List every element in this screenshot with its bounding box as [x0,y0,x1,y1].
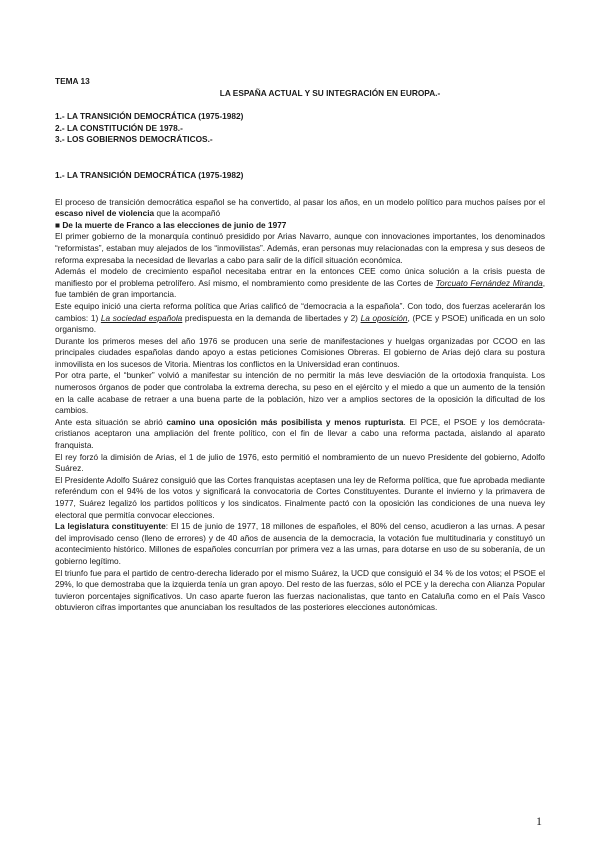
intro-text: El proceso de transición democrática español se ha convertido, al pasar los años, en un modelo político para muchos países por el [55,196,545,207]
topic-number: TEMA 13 [55,76,90,86]
underlined-name: Torcuato Fernández Miranda [435,277,543,288]
toc-item: 1.- LA TRANSICIÓN DEMOCRÁTICA (1975-1982) [55,111,244,122]
document-title: LA ESPAÑA ACTUAL Y SU INTEGRACIÓN EN EUROPA.- [219,87,441,98]
underlined-term-society: La sociedad española [100,312,183,323]
intro-emphasis: escaso nivel de violencia [55,208,155,219]
paragraph-6-emphasis: camino una oposición más posibilista y menos rupturista [166,416,404,427]
paragraph-1: El primer gobierno de la monarquía continuó presidido por Arias Navarro, aunque con innovaciones importantes, los denominados “reformistas”, estaban muy alejados de los “inmovilistas”. Además, eran personas muy relacionadas con la empresa y sus deseos de reforma expresaba la necesidad de llevarlas a cabo para salir de la difícil situación económica. [55,231,545,265]
paragraph-4: Durante los primeros meses del año 1976 se producen una serie de manifestaciones y huelgas organizadas por CCOO en las principales ciudades españolas dando apoyo a estas peticiones Comisiones Obreras. El gobierno de Arias dejó clara su postura inmovilista en los sucesos de Vitoria. Mientras los conflictos en la Universidad eran continuos. [55,335,545,369]
paragraph-6 [55,417,545,452]
paragraph-5: Por otra parte, el “bunker” volvió a manifestar su intención de no permitir la más leve desviación de la ortodoxia franquista. Los numerosos órganos de poder que controlaba la extrema derecha, su peso en el ejército y el miedo a que un aumento de la tensión en la calle acabase de retraer a una buena parte de la población, hizo ver a amplios sectores de la oposición la dificultad de los cambios. [55,370,545,416]
intro-paragraph [55,197,545,220]
subheading: ■ De la muerte de Franco a las elecciones de junio de 1977 [55,219,287,230]
paragraph-3-end: , (PCE y PSOE) unificada en un solo organismo. [55,312,546,335]
paragraph-9 [55,521,545,567]
page-number: 1 [536,814,542,828]
paragraph-8: El Presidente Adolfo Suárez consiguió que las Cortes franquistas aceptasen una ley de Reforma política, que fue aprobada mediante referéndum con el 94% de los votos y significará la convocatoria de Cortes Constituyentes. Durante el invierno y la primavera de 1977, Suárez legalizó los partidos políticos y los sindicatos. Finalmente pactó con la oposición las condiciones de una nueva ley electoral que permitía convocar elecciones. [55,474,545,520]
underlined-term-opposition: La oposición [360,312,408,323]
paragraph-3-mid: predispuesta en la demanda de libertades y 2) [182,312,361,323]
paragraph-2 [55,266,545,301]
paragraph-6-end: . El PCE, el PSOE y los demócrata-cristianos aceptaron una ampliación del frente político, con el fin de llevar a cabo una reforma pactada, aislando al aparato franquista. [55,416,546,451]
paragraph-7: El rey forzó la dimisión de Arias, el 1 de julio de 1976, esto permitió el nombramiento de un nuevo Presidente del gobierno, Adolfo Suárez. [55,451,545,474]
paragraph-6-text: Ante esta situación se abrió [55,416,167,427]
paragraph-9-text: : El 15 de junio de 1977, 18 millones de españoles, el 80% del censo, acudieron a las urnas. A pesar del improvisado censo (lleno de errores) y de 40 años de ausencia de la democracia, la votación fue multitudinaria y constituyó un acontecimiento histórico. Millones de españoles concurrían por primera vez a las urnas, para dotarse en uso de su soberanía, de un gobierno legítimo. [55,521,545,566]
paragraph-3-text: Este equipo inició una cierta reforma política que Arias calificó de “democracia a la española”. Con todo, dos fuerzas acelerarán los cambios: 1) [55,300,545,323]
table-of-contents [55,111,545,146]
toc-item: 2.- LA CONSTITUCIÓN DE 1978.- [55,122,183,133]
paragraph-10: El triunfo fue para el partido de centro-derecha liderado por el mismo Suárez, la UCD que consiguió el 34 % de los votos; el PSOE el 29%, lo que demostraba que la izquierda tenía un gran apoyo. Del resto de las fuerzas, sólo el PCE y la derecha con Alianza Popular tuvieron porcentajes significativos. Un caso aparte fueron las fuerzas nacionalistas, que tanto en Cataluña como en el País Vasco obtuvieron cifras importantes que anunciaban los resultados de las posteriores elecciones autonómicas. [55,567,545,613]
toc-item: 3.- LOS GOBIERNOS DEMOCRÁTICOS.- [55,134,213,145]
intro-text-end: que la acompañó [154,208,221,219]
paragraph-2-text: Además el modelo de crecimiento español necesitaba entrar en la entonces CEE como única solución a la crisis puesta de manifiesto por el problema petrolífero. Así mismo, el nombramiento como presidente de las Cortes de [55,266,545,288]
paragraph-9-emphasis: La legislatura constituyente [55,521,166,532]
paragraph-2-end: , fue también de gran importancia. [55,277,545,300]
paragraph-3 [55,301,545,336]
section-heading: 1.- LA TRANSICIÓN DEMOCRÁTICA (1975-1982) [55,169,244,180]
document-body [55,76,545,614]
